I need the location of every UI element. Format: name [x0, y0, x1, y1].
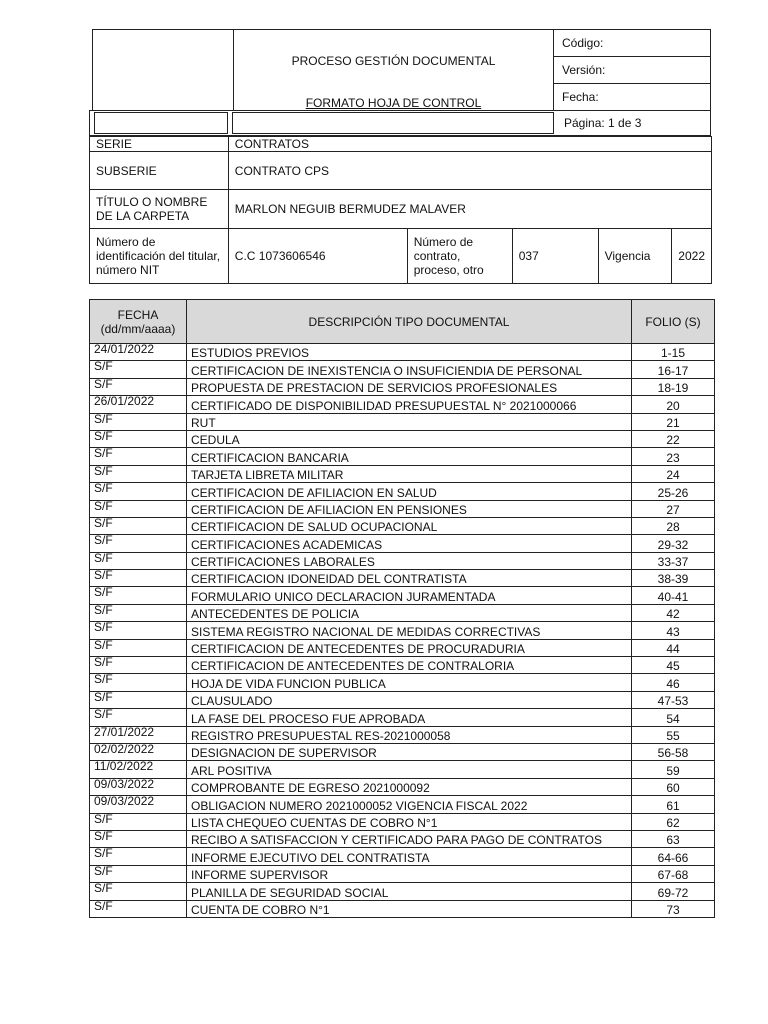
- row-fecha: S/F: [90, 448, 187, 465]
- row-descripcion: CERTIFICACION DE AFILIACION EN PENSIONES: [187, 500, 632, 517]
- row-fecha: S/F: [90, 517, 187, 534]
- row-fecha: S/F: [90, 657, 187, 674]
- row-fecha: S/F: [90, 848, 187, 865]
- table-row: [90, 448, 715, 465]
- row-descripcion: CEDULA: [187, 430, 632, 447]
- row-fecha: S/F: [90, 900, 187, 917]
- titulo-label: TÍTULO O NOMBRE DE LA CARPETA: [90, 190, 229, 229]
- table-row: [90, 552, 715, 569]
- row-fecha: 24/01/2022: [90, 344, 187, 361]
- row-fecha: S/F: [90, 622, 187, 639]
- row-folio: 47-53: [632, 691, 715, 708]
- row-descripcion: CERTIFICADO DE DISPONIBILIDAD PRESUPUESTAL N° 2021000066: [187, 396, 632, 413]
- serie-value: CONTRATOS: [228, 137, 711, 152]
- row-folio: 38-39: [632, 570, 715, 587]
- contrato-value: 037: [512, 229, 598, 284]
- row-folio: 59: [632, 761, 715, 778]
- table-row: [90, 587, 715, 604]
- row-descripcion: CERTIFICACION BANCARIA: [187, 448, 632, 465]
- row-descripcion: CERTIFICACION DE ANTECEDENTES DE CONTRALORIA: [187, 657, 632, 674]
- row-descripcion: CLAUSULADO: [187, 691, 632, 708]
- row-descripcion: ANTECEDENTES DE POLICIA: [187, 604, 632, 621]
- row-folio: 62: [632, 813, 715, 830]
- row-fecha: S/F: [90, 552, 187, 569]
- row-descripcion: CERTIFICACION IDONEIDAD DEL CONTRATISTA: [187, 570, 632, 587]
- row-descripcion: HOJA DE VIDA FUNCION PUBLICA: [187, 674, 632, 691]
- row-folio: 23: [632, 448, 715, 465]
- row-folio: 67-68: [632, 865, 715, 882]
- row-descripcion: DESIGNACION DE SUPERVISOR: [187, 743, 632, 760]
- row-fecha: 02/02/2022: [90, 743, 187, 760]
- row-descripcion: RECIBO A SATISFACCION Y CERTIFICADO PARA PAGO DE CONTRATOS: [187, 830, 632, 847]
- row-folio: 46: [632, 674, 715, 691]
- row-fecha: S/F: [90, 483, 187, 500]
- row-folio: 44: [632, 639, 715, 656]
- row-folio: 55: [632, 726, 715, 743]
- row-folio: 73: [632, 900, 715, 917]
- row-folio: 21: [632, 413, 715, 430]
- vigencia-label: Vigencia: [598, 229, 672, 284]
- row-folio: 18-19: [632, 378, 715, 395]
- row-fecha: S/F: [90, 430, 187, 447]
- subserie-label: SUBSERIE: [90, 152, 229, 190]
- table-row: [90, 796, 715, 813]
- row-folio: 69-72: [632, 883, 715, 900]
- row-folio: 43: [632, 622, 715, 639]
- table-row: [90, 570, 715, 587]
- row-descripcion: RUT: [187, 413, 632, 430]
- table-row: [90, 430, 715, 447]
- table-row: [90, 883, 715, 900]
- row-descripcion: REGISTRO PRESUPUESTAL RES-2021000058: [187, 726, 632, 743]
- row-fecha: S/F: [90, 883, 187, 900]
- descripcion-header: DESCRIPCIÓN TIPO DOCUMENTAL: [187, 300, 632, 344]
- codigo-cell: Código:: [554, 30, 711, 57]
- row-folio: 27: [632, 500, 715, 517]
- subserie-value: CONTRATO CPS: [228, 152, 711, 190]
- document-header: [92, 29, 711, 111]
- fecha-cell: Fecha:: [554, 84, 711, 111]
- id-label: Número de identificación del titular, número NIT: [90, 229, 229, 284]
- row-fecha: S/F: [90, 691, 187, 708]
- row-folio: 29-32: [632, 535, 715, 552]
- table-row: [90, 778, 715, 795]
- row-folio: 16-17: [632, 361, 715, 378]
- table-row: [90, 691, 715, 708]
- table-row: [90, 622, 715, 639]
- id-value: C.C 1073606546: [228, 229, 407, 284]
- row-folio: 64-66: [632, 848, 715, 865]
- row-descripcion: ESTUDIOS PREVIOS: [187, 344, 632, 361]
- table-row: [90, 517, 715, 534]
- serie-label: SERIE: [90, 137, 229, 152]
- row-descripcion: PLANILLA DE SEGURIDAD SOCIAL: [187, 883, 632, 900]
- row-folio: 24: [632, 465, 715, 482]
- table-row: [90, 378, 715, 395]
- table-row: [90, 465, 715, 482]
- row-descripcion: CUENTA DE COBRO N°1: [187, 900, 632, 917]
- row-descripcion: CERTIFICACION DE SALUD OCUPACIONAL: [187, 517, 632, 534]
- row-fecha: S/F: [90, 830, 187, 847]
- row-fecha: S/F: [90, 865, 187, 882]
- row-fecha: 26/01/2022: [90, 396, 187, 413]
- row-fecha: S/F: [90, 361, 187, 378]
- table-row: [90, 830, 715, 847]
- title-cell: [234, 30, 554, 111]
- table-row: [90, 361, 715, 378]
- row-fecha: S/F: [90, 813, 187, 830]
- table-row: [90, 865, 715, 882]
- row-fecha: S/F: [90, 604, 187, 621]
- logo-area: [93, 30, 234, 111]
- row-folio: 61: [632, 796, 715, 813]
- row-fecha: S/F: [90, 709, 187, 726]
- table-row: [90, 500, 715, 517]
- table-row: [90, 657, 715, 674]
- row-descripcion: LA FASE DEL PROCESO FUE APROBADA: [187, 709, 632, 726]
- row-fecha: S/F: [90, 465, 187, 482]
- row-fecha: 09/03/2022: [90, 778, 187, 795]
- version-cell: Versión:: [554, 57, 711, 84]
- row-descripcion: SISTEMA REGISTRO NACIONAL DE MEDIDAS CORRECTIVAS: [187, 622, 632, 639]
- row-descripcion: CERTIFICACION DE ANTECEDENTES DE PROCURADURIA: [187, 639, 632, 656]
- row-descripcion: CERTIFICACIONES LABORALES: [187, 552, 632, 569]
- page-row-box-mid: [232, 112, 554, 134]
- documents-body: [90, 344, 715, 918]
- row-folio: 22: [632, 430, 715, 447]
- row-folio: 33-37: [632, 552, 715, 569]
- row-descripcion: INFORME EJECUTIVO DEL CONTRATISTA: [187, 848, 632, 865]
- documents-table: [89, 299, 715, 918]
- row-descripcion: TARJETA LIBRETA MILITAR: [187, 465, 632, 482]
- row-descripcion: CERTIFICACION DE AFILIACION EN SALUD: [187, 483, 632, 500]
- row-fecha: S/F: [90, 674, 187, 691]
- format-title: FORMATO HOJA DE CONTROL: [305, 96, 482, 110]
- table-row: [90, 709, 715, 726]
- table-row: [90, 743, 715, 760]
- row-descripcion: OBLIGACION NUMERO 2021000052 VIGENCIA FISCAL 2022: [187, 796, 632, 813]
- row-descripcion: CERTIFICACIONES ACADEMICAS: [187, 535, 632, 552]
- row-fecha: S/F: [90, 570, 187, 587]
- row-descripcion: INFORME SUPERVISOR: [187, 865, 632, 882]
- page-row: [89, 110, 711, 136]
- row-descripcion: FORMULARIO UNICO DECLARACION JURAMENTADA: [187, 587, 632, 604]
- table-row: [90, 396, 715, 413]
- process-title: PROCESO GESTIÓN DOCUMENTAL: [291, 54, 496, 68]
- folio-header: FOLIO (S): [632, 300, 715, 344]
- row-descripcion: COMPROBANTE DE EGRESO 2021000092: [187, 778, 632, 795]
- row-descripcion: PROPUESTA DE PRESTACION DE SERVICIOS PROFESIONALES: [187, 378, 632, 395]
- table-row: [90, 848, 715, 865]
- row-fecha: 09/03/2022: [90, 796, 187, 813]
- row-fecha: 11/02/2022: [90, 761, 187, 778]
- pagina-label: Página: 1 de 3: [564, 116, 642, 130]
- table-row: [90, 639, 715, 656]
- row-fecha: 27/01/2022: [90, 726, 187, 743]
- table-row: [90, 813, 715, 830]
- table-row: [90, 761, 715, 778]
- row-folio: 25-26: [632, 483, 715, 500]
- row-fecha: S/F: [90, 413, 187, 430]
- row-folio: 1-15: [632, 344, 715, 361]
- row-folio: 45: [632, 657, 715, 674]
- fecha-header: FECHA (dd/mm/aaaa): [90, 300, 187, 344]
- row-folio: 28: [632, 517, 715, 534]
- table-row: [90, 483, 715, 500]
- page-row-box-left: [94, 112, 228, 134]
- row-fecha: S/F: [90, 535, 187, 552]
- table-row: [90, 900, 715, 917]
- row-folio: 56-58: [632, 743, 715, 760]
- titulo-value: MARLON NEGUIB BERMUDEZ MALAVER: [228, 190, 711, 229]
- row-fecha: S/F: [90, 378, 187, 395]
- table-row: [90, 604, 715, 621]
- row-folio: 20: [632, 396, 715, 413]
- table-row: [90, 344, 715, 361]
- table-row: [90, 413, 715, 430]
- table-row: [90, 535, 715, 552]
- row-descripcion: ARL POSITIVA: [187, 761, 632, 778]
- row-fecha: S/F: [90, 500, 187, 517]
- row-folio: 60: [632, 778, 715, 795]
- row-folio: 54: [632, 709, 715, 726]
- row-folio: 40-41: [632, 587, 715, 604]
- row-fecha: S/F: [90, 639, 187, 656]
- contrato-label: Número de contrato, proceso, otro: [407, 229, 512, 284]
- row-folio: 42: [632, 604, 715, 621]
- vigencia-value: 2022: [672, 229, 712, 284]
- row-folio: 63: [632, 830, 715, 847]
- row-descripcion: CERTIFICACION DE INEXISTENCIA O INSUFICIENDIA DE PERSONAL: [187, 361, 632, 378]
- folder-info-table: [89, 136, 712, 284]
- table-row: [90, 674, 715, 691]
- table-row: [90, 726, 715, 743]
- row-descripcion: LISTA CHEQUEO CUENTAS DE COBRO N°1: [187, 813, 632, 830]
- row-fecha: S/F: [90, 587, 187, 604]
